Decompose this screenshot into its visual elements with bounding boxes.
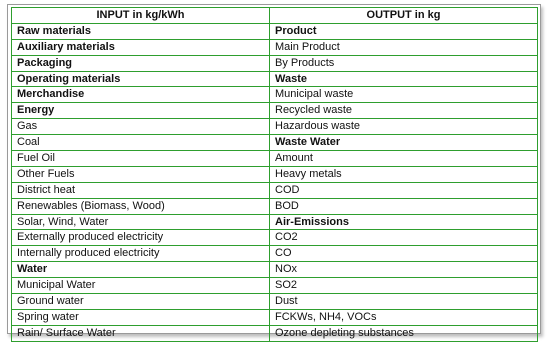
input-cell: Externally produced electricity xyxy=(12,230,270,246)
table-row xyxy=(12,87,538,103)
table-body xyxy=(12,23,538,341)
input-output-table xyxy=(11,7,538,342)
input-cell: Other Fuels xyxy=(12,166,270,182)
output-cell: CO xyxy=(270,246,538,262)
input-cell: Auxiliary materials xyxy=(12,39,270,55)
table-frame xyxy=(7,4,541,339)
output-column-header: OUTPUT in kg xyxy=(270,8,538,24)
input-cell: Coal xyxy=(12,135,270,151)
output-cell: Heavy metals xyxy=(270,166,538,182)
table-row xyxy=(12,309,538,325)
output-cell: By Products xyxy=(270,55,538,71)
input-column-header: INPUT in kg/kWh xyxy=(12,8,270,24)
input-cell: Energy xyxy=(12,103,270,119)
input-cell: Merchandise xyxy=(12,87,270,103)
output-cell: Air-Emissions xyxy=(270,214,538,230)
output-cell: COD xyxy=(270,182,538,198)
input-cell: Spring water xyxy=(12,309,270,325)
output-cell: Main Product xyxy=(270,39,538,55)
table-row xyxy=(12,119,538,135)
table-row xyxy=(12,246,538,262)
table-row xyxy=(12,182,538,198)
output-cell: SO2 xyxy=(270,278,538,294)
output-cell: FCKWs, NH4, VOCs xyxy=(270,309,538,325)
output-cell: Hazardous waste xyxy=(270,119,538,135)
output-cell: NOx xyxy=(270,262,538,278)
input-cell: Raw materials xyxy=(12,23,270,39)
table-row xyxy=(12,151,538,167)
output-cell: Dust xyxy=(270,294,538,310)
input-cell: Municipal Water xyxy=(12,278,270,294)
table-row xyxy=(12,198,538,214)
output-cell: Recycled waste xyxy=(270,103,538,119)
table-row xyxy=(12,325,538,341)
input-cell: Rain/ Surface Water xyxy=(12,325,270,341)
table-row xyxy=(12,214,538,230)
input-cell: Fuel Oil xyxy=(12,151,270,167)
input-cell: Internally produced electricity xyxy=(12,246,270,262)
table-row xyxy=(12,135,538,151)
table-row xyxy=(12,23,538,39)
output-cell: BOD xyxy=(270,198,538,214)
output-cell: Product xyxy=(270,23,538,39)
table-row xyxy=(12,294,538,310)
output-cell: Amount xyxy=(270,151,538,167)
output-cell: Ozone depleting substances xyxy=(270,325,538,341)
table-row xyxy=(12,230,538,246)
output-cell: Waste Water xyxy=(270,135,538,151)
output-cell: Waste xyxy=(270,71,538,87)
output-cell: CO2 xyxy=(270,230,538,246)
input-cell: Renewables (Biomass, Wood) xyxy=(12,198,270,214)
table-row xyxy=(12,71,538,87)
table-row xyxy=(12,103,538,119)
input-cell: Water xyxy=(12,262,270,278)
table-row xyxy=(12,55,538,71)
table-header-row xyxy=(12,8,538,24)
input-cell: Gas xyxy=(12,119,270,135)
table-row xyxy=(12,166,538,182)
output-cell: Municipal waste xyxy=(270,87,538,103)
input-cell: Solar, Wind, Water xyxy=(12,214,270,230)
input-cell: Packaging xyxy=(12,55,270,71)
table-row xyxy=(12,262,538,278)
input-cell: District heat xyxy=(12,182,270,198)
table-row xyxy=(12,278,538,294)
input-cell: Operating materials xyxy=(12,71,270,87)
table-row xyxy=(12,39,538,55)
input-cell: Ground water xyxy=(12,294,270,310)
